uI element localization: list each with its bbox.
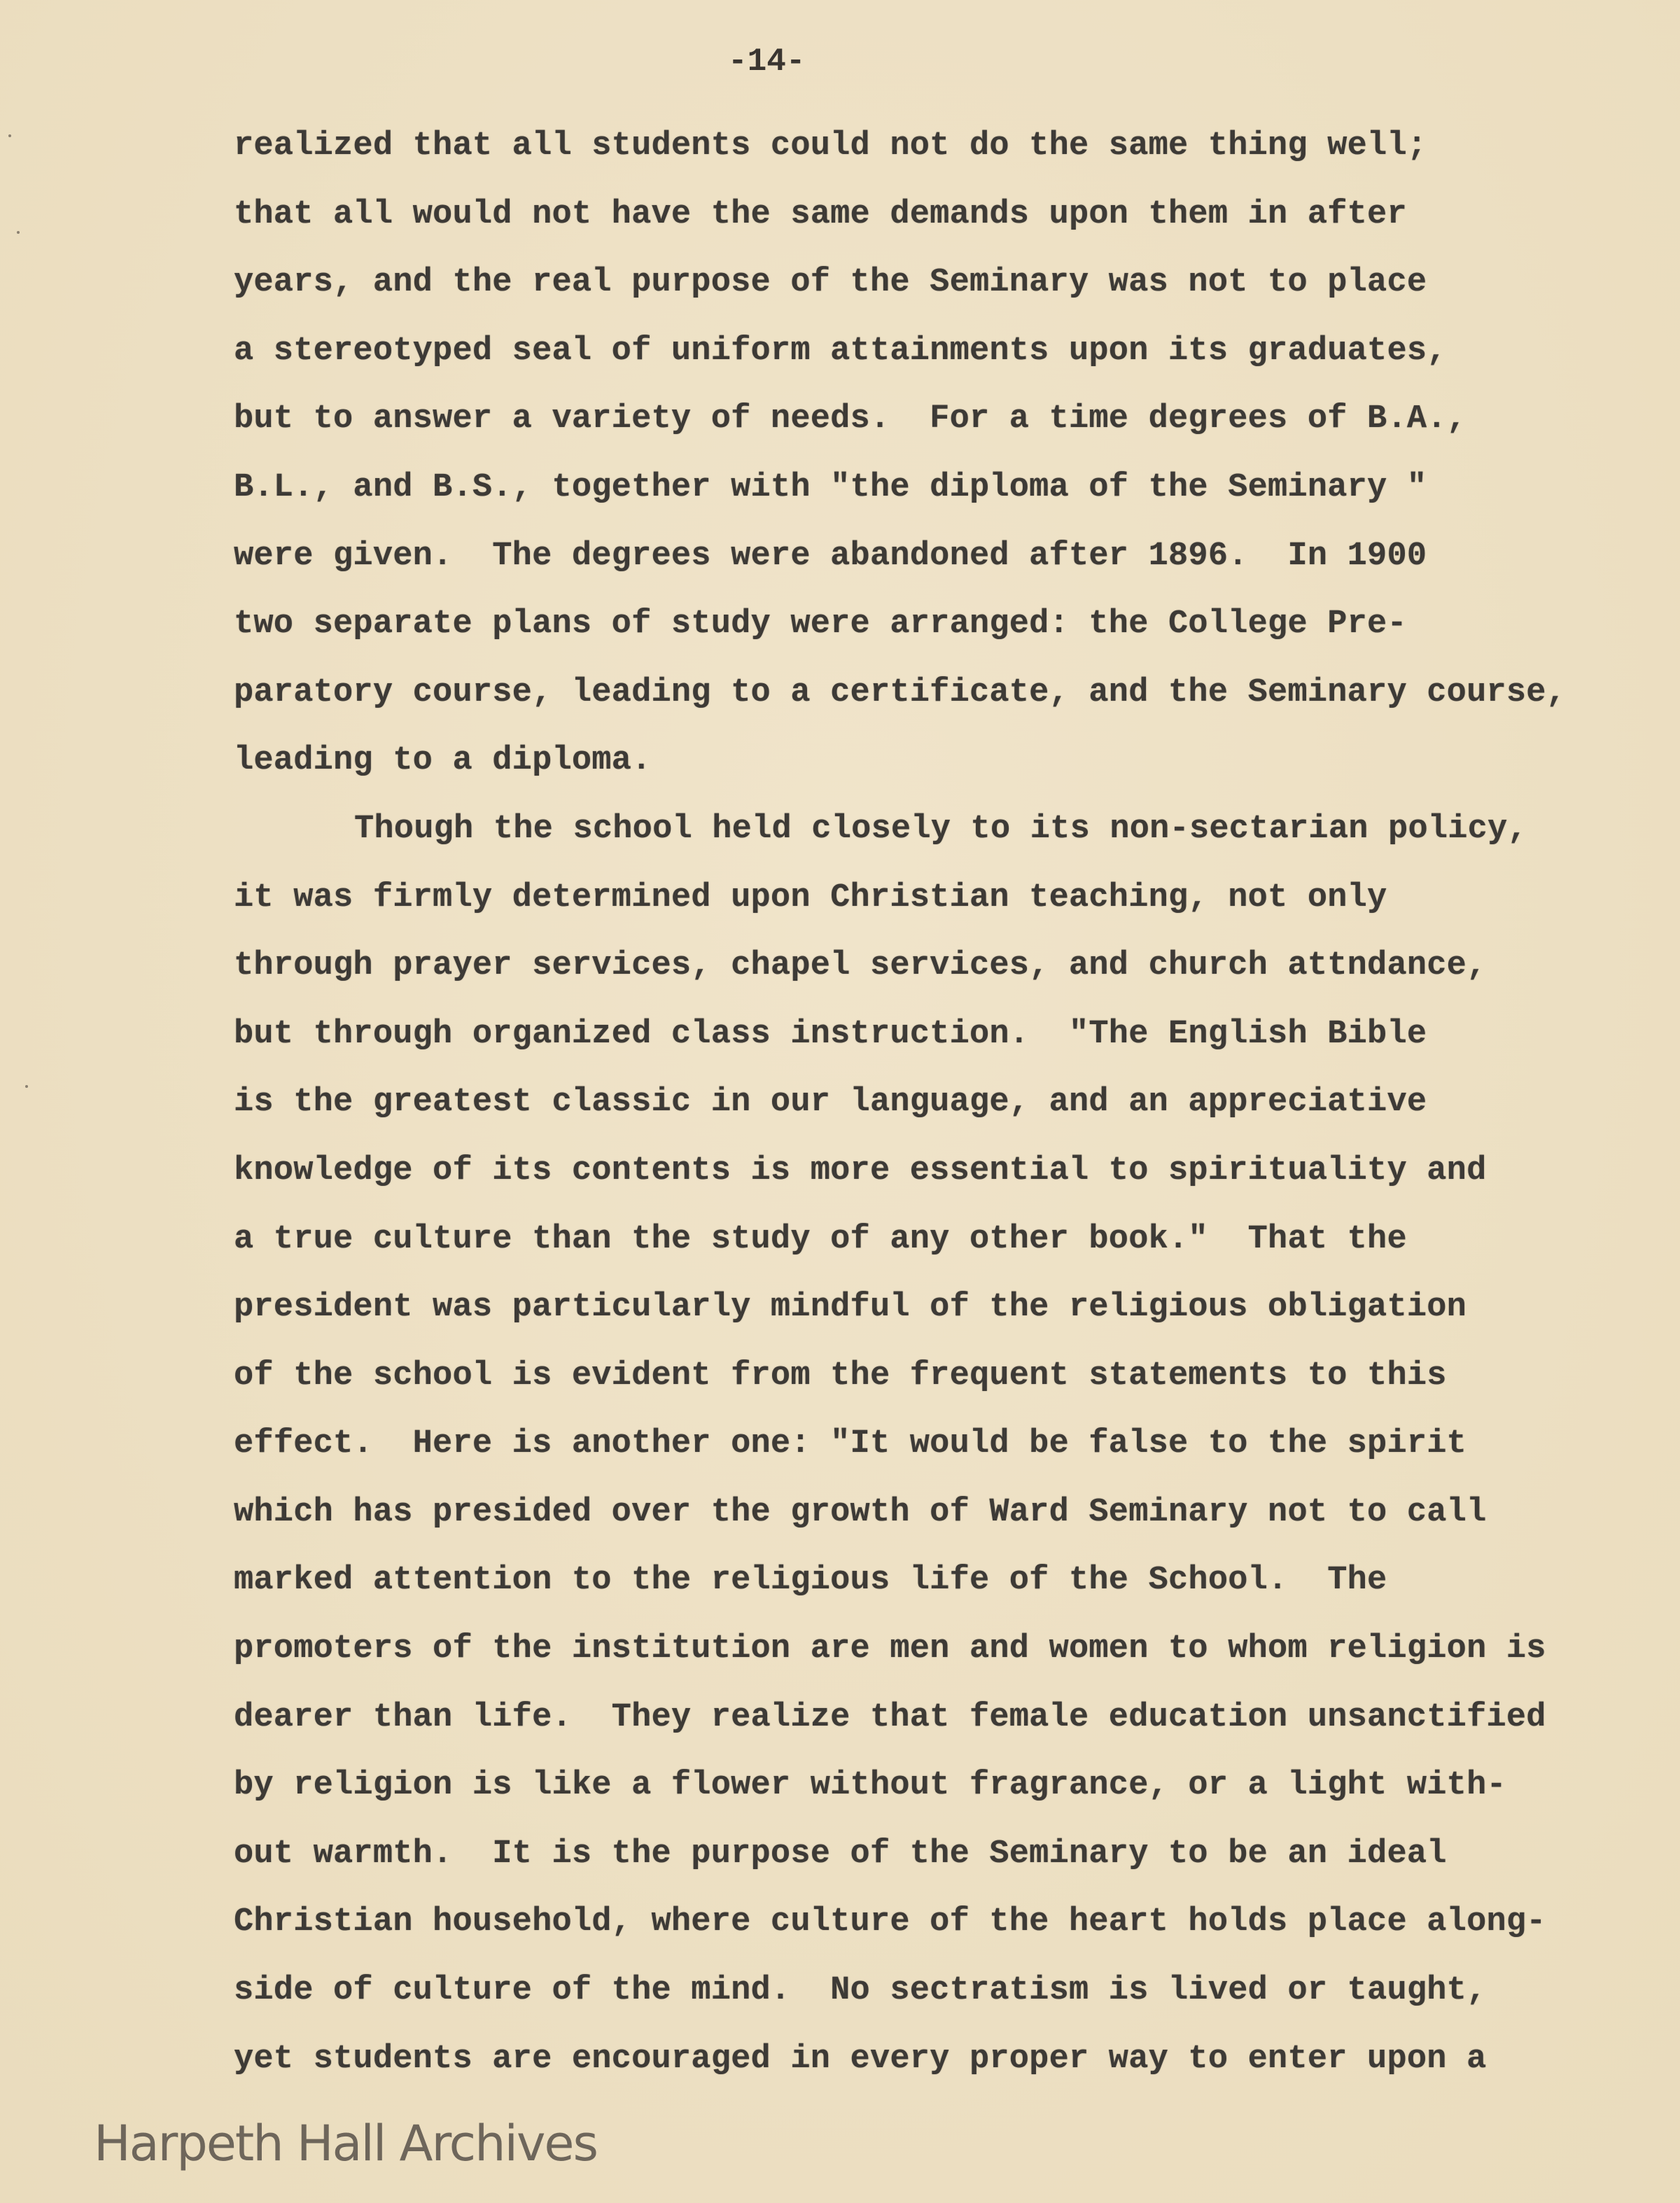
text-line: effect. Here is another one: "It would be false to the spirit bbox=[234, 1425, 1467, 1463]
text-line: side of culture of the mind. No sectratism is lived or taught, bbox=[234, 1972, 1487, 2010]
text-line: is the greatest classic in our language, and an appreciative bbox=[234, 1084, 1427, 1121]
text-line: promoters of the institution are men and women to whom religion is bbox=[234, 1630, 1546, 1668]
text-line: but through organized class instruction. "The English Bible bbox=[234, 1015, 1427, 1053]
text-line: marked attention to the religious life of the School. The bbox=[234, 1562, 1387, 1600]
archive-watermark: Harpeth Hall Archives bbox=[94, 2115, 597, 2172]
text-line: dearer than life. They realize that female education unsanctified bbox=[234, 1698, 1546, 1736]
text-line: by religion is like a flower without fragrance, or a light with- bbox=[234, 1767, 1506, 1805]
text-line: Christian household, where culture of the heart holds place along- bbox=[234, 1903, 1546, 1941]
text-line: it was firmly determined upon Christian teaching, not only bbox=[234, 879, 1387, 916]
text-line: through prayer services, chapel services, and church attndance, bbox=[234, 947, 1487, 985]
paper-speck bbox=[25, 1085, 28, 1088]
text-line: years, and the real purpose of the Seminary was not to place bbox=[234, 264, 1427, 302]
text-line: out warmth. It is the purpose of the Seminary to be an ideal bbox=[234, 1835, 1447, 1873]
text-line: but to answer a variety of needs. For a time degrees of B.A., bbox=[234, 400, 1467, 438]
paper-speck bbox=[17, 231, 20, 234]
page-number: -14- bbox=[728, 43, 806, 80]
text-line: yet students are encouraged in every proper way to enter upon a bbox=[234, 2040, 1487, 2078]
text-line: leading to a diploma. bbox=[234, 742, 652, 780]
text-line: president was particularly mindful of the religious obligation bbox=[234, 1289, 1467, 1327]
text-line: knowledge of its contents is more essential to spirituality and bbox=[234, 1152, 1487, 1189]
text-line: Though the school held closely to its non-sectarian policy, bbox=[354, 810, 1527, 848]
text-line: were given. The degrees were abandoned after 1896. In 1900 bbox=[234, 537, 1427, 575]
typed-body-text bbox=[234, 112, 1606, 2093]
text-line: a true culture than the study of any other book." That the bbox=[234, 1220, 1407, 1258]
text-line: realized that all students could not do the same thing well; bbox=[234, 127, 1427, 165]
text-line: a stereotyped seal of uniform attainments upon its graduates, bbox=[234, 332, 1447, 370]
text-line: B.L., and B.S., together with "the diploma of the Seminary " bbox=[234, 468, 1427, 506]
text-line: paratory course, leading to a certificate, and the Seminary course, bbox=[234, 673, 1567, 711]
text-line: that all would not have the same demands upon them in after bbox=[234, 195, 1407, 233]
paper-speck bbox=[8, 134, 11, 137]
text-line: two separate plans of study were arranged: the College Pre- bbox=[234, 606, 1407, 643]
text-line: of the school is evident from the frequent statements to this bbox=[234, 1357, 1447, 1394]
text-line: which has presided over the growth of Ward Seminary not to call bbox=[234, 1493, 1487, 1531]
